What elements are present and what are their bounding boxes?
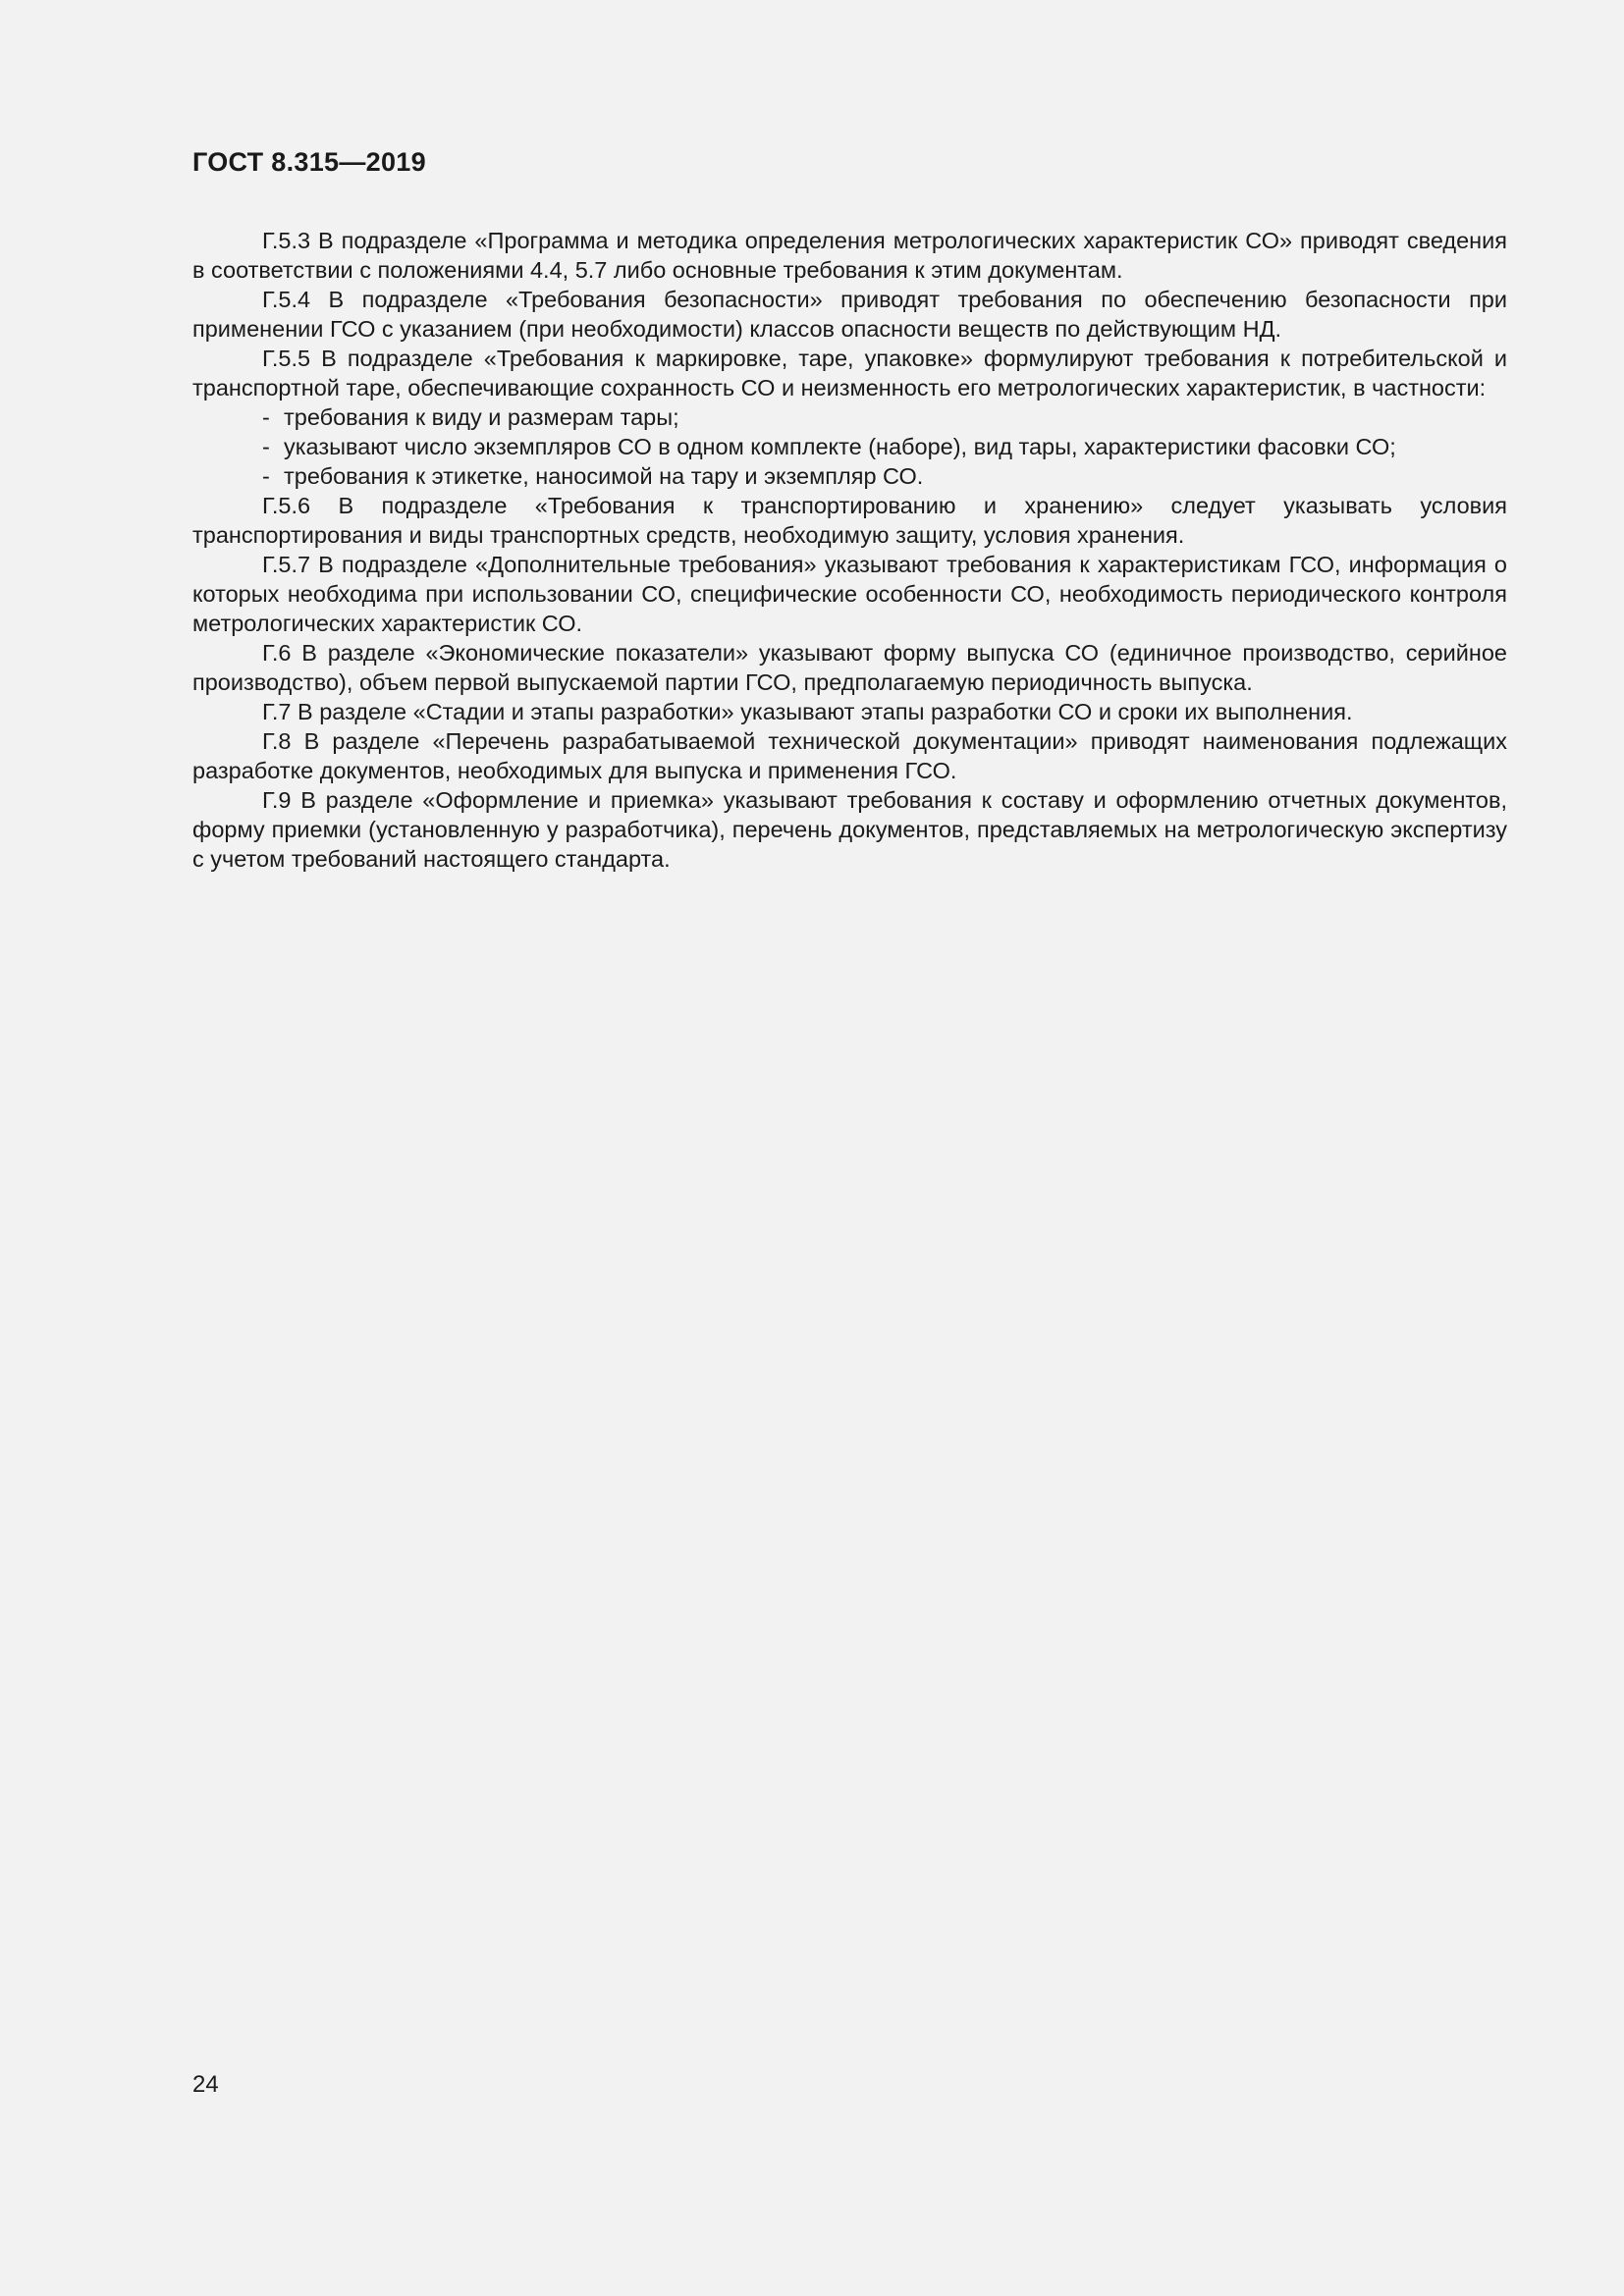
paragraph-g-6: Г.6 В разделе «Экономические показатели» указывают форму выпуска СО (единичное производство, серийное производство), объем первой выпускаемой партии ГСО, предполагаемую периодичность выпуска. [192, 640, 1507, 695]
list-dash: - [262, 434, 270, 459]
list-item [192, 461, 1507, 491]
list-dash: - [262, 463, 270, 489]
paragraph-g-7: Г.7 В разделе «Стадии и этапы разработки» указывают этапы разработки СО и сроки их выполнения. [262, 699, 1353, 724]
paragraph-g-5-5: Г.5.5 В подразделе «Требования к маркировке, таре, упаковке» формулируют требования к потребительской и транспортной таре, обеспечивающие сохранность СО и неизменность его метрологических характеристик, в частности: [192, 346, 1507, 400]
page-number: 24 [192, 2071, 219, 2098]
document-header: ГОСТ 8.315—2019 [192, 147, 426, 177]
paragraph-g-5-7: Г.5.7 В подразделе «Дополнительные требования» указывают требования к характеристикам ГСО, информация о которых необходима при использовании СО, специфические особенности СО, необходимость периодического контроля метрологических характеристик СО. [192, 552, 1507, 636]
paragraph-g-8: Г.8 В разделе «Перечень разрабатываемой технической документации» приводят наименования подлежащих разработке документов, необходимых для выпуска и применения ГСО. [192, 728, 1507, 783]
paragraph-g-5-4: Г.5.4 В подразделе «Требования безопасности» приводят требования по обеспечению безопасности при применении ГСО с указанием (при необходимости) классов опасности веществ по действующим НД. [192, 287, 1507, 342]
list-item-text: указывают число экземпляров СО в одном комплекте (наборе), вид тары, характеристики фасовки СО; [284, 434, 1396, 459]
list-dash: - [262, 404, 270, 430]
list-item-text: требования к виду и размерам тары; [284, 404, 679, 430]
paragraph-g-5-6: Г.5.6 В подразделе «Требования к транспортированию и хранению» следует указывать условия транспортирования и виды транспортных средств, необходимую защиту, условия хранения. [192, 493, 1507, 548]
paragraph-g-5-3: Г.5.3 В подразделе «Программа и методика определения метрологических характеристик СО» приводят сведения в соответствии с положениями 4.4, 5.7 либо основные требования к этим документам. [192, 228, 1507, 283]
list-item [192, 402, 1507, 432]
document-body [192, 226, 1507, 874]
list-item-text: требования к этикетке, наносимой на тару и экземпляр СО. [284, 463, 924, 489]
list-item [192, 432, 1507, 461]
paragraph-g-9: Г.9 В разделе «Оформление и приемка» указывают требования к составу и оформлению отчетных документов, форму приемки (установленную у разработчика), перечень документов, представляемых на метрологическую экспертизу с учетом требований настоящего стандарта. [192, 787, 1507, 872]
